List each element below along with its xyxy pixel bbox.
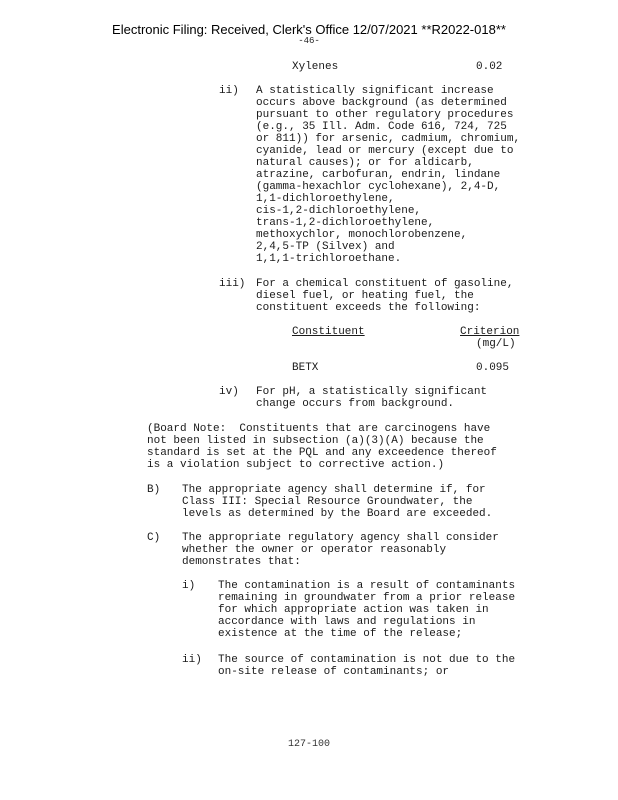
- text-line: methoxychlor, monochlorobenzene,: [256, 229, 468, 241]
- text-line: The contamination is a result of contaminants: [218, 580, 516, 592]
- text-line: for which appropriate action was taken in: [218, 604, 489, 616]
- item-iv-label: iv): [219, 386, 239, 398]
- text-line: The source of contamination is not due to the: [218, 654, 516, 666]
- col-header-criterion: Criterion: [460, 326, 520, 338]
- page-footer: 127-100: [287, 739, 330, 750]
- text-line: on-site release of contaminants; or: [218, 666, 450, 678]
- filing-stamp: Electronic Filing: Received, Clerk's Office 12/07/2021 **R2022-018**: [112, 22, 506, 37]
- text-line: For pH, a statistically significant: [256, 386, 488, 398]
- text-line: remaining in groundwater from a prior release: [218, 592, 516, 604]
- text-line: whether the owner or operator reasonably: [182, 544, 447, 556]
- item-c-ii-label: ii): [182, 654, 202, 666]
- table-cell-criterion: 0.095: [476, 362, 510, 374]
- text-line: (gamma-hexachlor cyclohexane), 2,4-D,: [256, 181, 501, 193]
- item-b-label: B): [147, 484, 161, 496]
- text-line: occurs above background (as determined: [256, 97, 507, 109]
- text-line: change occurs from background.: [256, 398, 455, 410]
- text-line: atrazine, carbofuran, endrin, lindane: [256, 169, 501, 181]
- xylenes-name: Xylenes: [292, 61, 339, 73]
- text-line: not been listed in subsection (a)(3)(A) because the: [147, 435, 484, 447]
- item-c-i-label: i): [182, 580, 196, 592]
- text-line: existence at the time of the release;: [218, 628, 463, 640]
- text-line: pursuant to other regulatory procedures: [256, 109, 514, 121]
- text-line: (e.g., 35 Ill. Adm. Code 616, 724, 725: [256, 121, 507, 133]
- table-cell-constituent: BETX: [292, 362, 319, 374]
- text-line: natural causes); or for aldicarb,: [256, 157, 474, 169]
- text-line: is a violation subject to corrective action.): [147, 459, 445, 471]
- text-line: Class III: Special Resource Groundwater, the: [182, 496, 473, 508]
- text-line: or 811)) for arsenic, cadmium, chromium,: [256, 133, 521, 145]
- item-ii-label: ii): [219, 85, 239, 97]
- col-header-constituent: Constituent: [292, 326, 365, 338]
- text-line: The appropriate agency shall determine if, for: [182, 484, 486, 496]
- item-iii-label: iii): [219, 278, 246, 290]
- text-line: 2,4,5-TP (Silvex) and: [256, 241, 395, 253]
- text-line: trans-1,2-dichloroethylene,: [256, 217, 435, 229]
- text-line: For a chemical constituent of gasoline,: [256, 278, 514, 290]
- text-line: constituent exceeds the following:: [256, 302, 481, 314]
- text-line: accordance with laws and regulations in: [218, 616, 476, 628]
- text-line: demonstrates that:: [182, 556, 301, 568]
- text-line: standard is set at the PQL and any exceedence thereof: [147, 447, 497, 459]
- text-line: 1,1,1-trichloroethane.: [256, 253, 402, 265]
- text-line: cyanide, lead or mercury (except due to: [256, 145, 514, 157]
- text-line: levels as determined by the Board are exceeded.: [182, 508, 493, 520]
- text-line: diesel fuel, or heating fuel, the: [256, 290, 474, 302]
- text-line: 1,1-dichloroethylene,: [256, 193, 395, 205]
- text-line: A statistically significant increase: [256, 85, 494, 97]
- item-c-label: C): [147, 532, 161, 544]
- text-line: The appropriate regulatory agency shall consider: [182, 532, 499, 544]
- col-header-unit: (mg/L): [476, 338, 516, 350]
- page-number: -46-: [298, 36, 320, 46]
- text-line: (Board Note: Constituents that are carcinogens have: [147, 423, 491, 435]
- xylenes-value: 0.02: [476, 61, 503, 73]
- text-line: cis-1,2-dichloroethylene,: [256, 205, 422, 217]
